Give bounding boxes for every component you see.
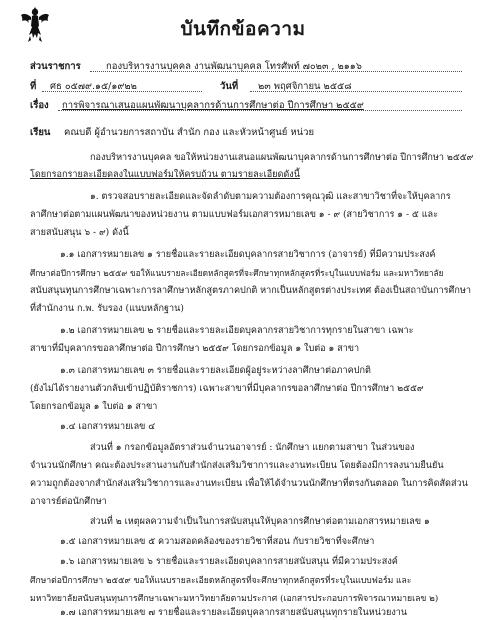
agency-label: ส่วนราชการ	[30, 61, 81, 72]
subject-label: เรื่อง	[30, 100, 49, 111]
date-label: วันที่	[220, 81, 239, 92]
body-line: ส่วนที่ ๑ กรอกข้อมูลอัตราส่วนจำนวนอาจารย์ : นักศึกษา แยกตามสาขา ในส่วนของ	[90, 443, 415, 453]
body-line: สาขาที่มีบุคลากรขอลาศึกษาต่อ ปีการศึกษา ๒๕๕๙ โดยกรอกข้อมูล ๑ ใบต่อ ๑ สาขา	[30, 344, 360, 354]
body-line: ๑.๑ เอกสารหมายเลข ๑ รายชื่อและรายละเอียดบุคลากรสายวิชาการ (อาจารย์) ที่มีความประสงค์	[60, 250, 436, 260]
body-line: ๑.๗ เอกสารหมายเลข ๗ รายชื่อและรายละเอียดบุคลากรสายสนับสนุนทุกรายในหน่วยงาน	[60, 608, 408, 618]
agency-value: กองบริหารงานบุคคล งานพัฒนาบุคคล โทรศัพท์ ๗๐๒๓ , ๒๑๑๖	[106, 61, 362, 72]
body-line: จำนวนนักศึกษา คณะต้องประสานงานกับสำนักส่งเสริมวิชาการและงานทะเบียน โดยต้องมีการลงนามยืนยัน	[30, 461, 444, 471]
body-line: โดยกรอกรายละเอียดลงในแบบฟอร์มให้ครบถ้วน ตามรายละเอียดดังนี้	[30, 170, 300, 180]
body-line: กองบริหารงานบุคคล ขอให้หน่วยงานเสนอแผนพัฒนาบุคลากรด้านการศึกษาต่อ ปีการศึกษา ๒๕๕๙	[90, 153, 474, 163]
body-line: อาจารย์ต่อนักศึกษา	[30, 497, 107, 507]
agency-dotline	[90, 71, 462, 72]
memo-title: บันทึกข้อความ	[180, 18, 306, 40]
agency-row	[30, 59, 81, 74]
ref-dotline	[42, 91, 202, 92]
date-value: ๒๓ พฤศจิกายน ๒๕๕๘	[258, 81, 352, 92]
body-line: มหาวิทยาลัยสนับสนุนทุนการศึกษาเฉพาะมหาวิทยาลัยตามประกาศ (เอกสารประกอบการพิจารณาหมายเลข ๒)	[30, 594, 439, 604]
body-line: ๑.๔ เอกสารหมายเลข ๔	[60, 422, 156, 432]
date-label-wrap	[220, 79, 238, 94]
body-line: ศึกษาต่อปีการศึกษา ๒๕๕๙ ขอให้แนบรายละเอียดหลักสูตรที่จะศึกษาทุกหลักสูตรที่ระบุในแบบฟอร์ม และ	[30, 576, 412, 586]
body-line: ๑. ตรวจสอบรายละเอียดและจัดลำดับตามความต้องการคุณวุฒิ และสาขาวิชาที่จะให้บุคลากร	[90, 192, 451, 202]
body-line: ๑.๒ เอกสารหมายเลข ๒ รายชื่อและรายละเอียดบุคลากรสายวิชาการทุกรายในสาขา เฉพาะ	[60, 326, 414, 336]
body-line: ๑.๕ เอกสารหมายเลข ๕ ความสอดคล้องของรายวิชาที่สอน กับรายวิชาที่จะศึกษา	[60, 537, 375, 547]
body-line: ความถูกต้องจากสำนักส่งเสริมวิชาการและงานทะเบียน เพื่อให้ได้จำนวนนักศึกษาที่ตรงกันตลอด ในการคิดสัดส่วน	[30, 479, 468, 489]
body-line: ที่สำนักงาน ก.พ. รับรอง (แนบหลักฐาน)	[30, 304, 184, 314]
body-line: ศึกษาต่อปีการศึกษา ๒๕๕๙ ขอให้แนบรายละเอียดหลักสูตรที่จะศึกษาทุกหลักสูตรที่ระบุในแบบฟอร์ม และมหาวิทยาลัย	[30, 268, 444, 278]
body-line: ๑.๓ เอกสารหมายเลข ๓ รายชื่อและรายละเอียดผู้อยู่ระหว่างลาศึกษาต่อภาคปกติ	[60, 366, 371, 376]
body-line: (ยังไม่ได้รายงานตัวกลับเข้าปฏิบัติราชการ) เฉพาะสาขาที่มีบุคลากรขอลาศึกษาต่อ ปีการศึกษา ๒๕๕๙	[30, 384, 424, 394]
body-line: ส่วนที่ ๒ เหตุผลความจำเป็นในการสนับสนุนให้บุคลากรศึกษาต่อตามเอกสารหมายเลข ๑	[90, 517, 430, 527]
ref-value: ศธ ๐๕๗๙.๑๕/๑๙๒๒	[50, 81, 137, 92]
salutation-value: คณบดี ผู้อำนวยการสถาบัน สำนัก กอง และหัวหน้าศูนย์ หน่วย	[64, 127, 315, 138]
subject-label-wrap	[30, 98, 49, 113]
body-line: สนับสนุนทุนการศึกษาเฉพาะการลาศึกษาหลักสูตรภาคปกติ หากเป็นหลักสูตรต่างประเทศ ต้องเป็นสถาบันการศึกษา	[30, 286, 471, 296]
ref-label: ที่	[30, 81, 37, 92]
subject-dotline	[58, 110, 462, 111]
body-line: ๑.๖ เอกสารหมายเลข ๖ รายชื่อและรายละเอียดบุคลากรสายสนับสนุน ที่มีความประสงค์	[60, 557, 398, 567]
body-line: โดยกรอกข้อมูล ๑ ใบต่อ ๑ สาขา	[30, 402, 158, 412]
ref-label-wrap	[30, 79, 36, 94]
subject-value: การพิจารณาเสนอแผนพัฒนาบุคลากรด้านการศึกษาต่อ ปีการศึกษา ๒๕๕๙	[62, 100, 364, 111]
body-line: สายสนับสนุน ๖ - ๙) ดังนี้	[30, 228, 129, 238]
salutation-label: เรียน	[30, 127, 51, 138]
body-line: ลาศึกษาต่อตามแผนพัฒนาของหน่วยงาน ตามแบบฟอร์มเอกสารหมายเลข ๑ - ๙ (สายวิชาการ ๑ - ๕ และ	[30, 210, 439, 220]
salutation	[30, 125, 50, 140]
date-dotline	[250, 91, 462, 92]
